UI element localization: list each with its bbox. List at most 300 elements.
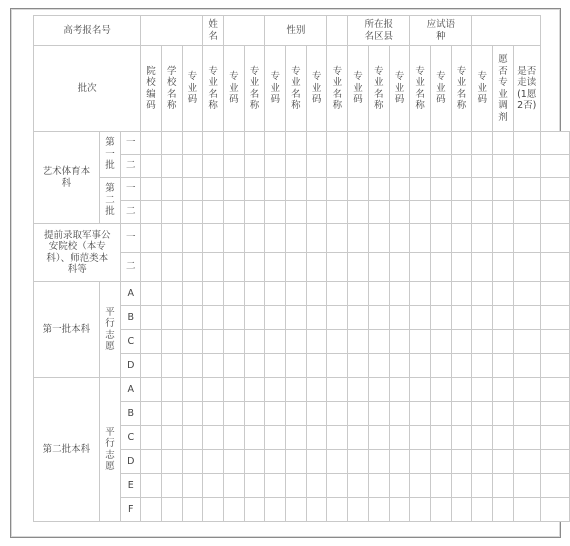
entry-cell[interactable] [244, 378, 265, 402]
entry-cell[interactable] [182, 282, 203, 306]
entry-cell[interactable] [472, 378, 493, 402]
entry-cell[interactable] [451, 474, 472, 498]
entry-cell[interactable] [431, 378, 452, 402]
entry-cell[interactable] [182, 155, 203, 178]
entry-cell[interactable] [203, 474, 224, 498]
entry-cell[interactable] [472, 354, 493, 378]
entry-cell[interactable] [389, 426, 410, 450]
entry-cell[interactable] [493, 474, 514, 498]
entry-cell[interactable] [265, 498, 286, 522]
entry-cell[interactable] [182, 474, 203, 498]
entry-cell[interactable] [431, 306, 452, 330]
entry-cell[interactable] [540, 132, 569, 155]
entry-cell[interactable] [389, 330, 410, 354]
entry-cell[interactable] [223, 282, 244, 306]
entry-cell[interactable] [472, 306, 493, 330]
entry-cell[interactable] [327, 426, 348, 450]
entry-cell[interactable] [244, 498, 265, 522]
exam-language-field[interactable] [472, 16, 540, 46]
entry-cell[interactable] [389, 498, 410, 522]
entry-cell[interactable] [161, 330, 182, 354]
entry-cell[interactable] [493, 498, 514, 522]
entry-cell[interactable] [286, 330, 307, 354]
entry-cell[interactable] [472, 498, 493, 522]
entry-cell[interactable] [451, 426, 472, 450]
entry-cell[interactable] [223, 450, 244, 474]
entry-cell[interactable] [223, 253, 244, 282]
entry-cell[interactable] [389, 378, 410, 402]
entry-cell[interactable] [306, 498, 327, 522]
entry-cell[interactable] [431, 178, 452, 201]
entry-cell[interactable] [368, 201, 389, 224]
entry-cell[interactable] [431, 426, 452, 450]
entry-cell[interactable] [306, 201, 327, 224]
entry-cell[interactable] [431, 224, 452, 253]
entry-cell[interactable] [182, 253, 203, 282]
entry-cell[interactable] [203, 306, 224, 330]
entry-cell[interactable] [472, 330, 493, 354]
entry-cell[interactable] [141, 132, 162, 155]
entry-cell[interactable] [286, 378, 307, 402]
entry-cell[interactable] [472, 132, 493, 155]
entry-cell[interactable] [286, 253, 307, 282]
entry-cell[interactable] [513, 402, 540, 426]
entry-cell[interactable] [265, 474, 286, 498]
entry-cell[interactable] [368, 282, 389, 306]
entry-cell[interactable] [431, 498, 452, 522]
entry-cell[interactable] [306, 378, 327, 402]
entry-cell[interactable] [265, 402, 286, 426]
entry-cell[interactable] [286, 224, 307, 253]
entry-cell[interactable] [348, 178, 369, 201]
entry-cell[interactable] [431, 474, 452, 498]
entry-cell[interactable] [223, 378, 244, 402]
entry-cell[interactable] [244, 282, 265, 306]
entry-cell[interactable] [223, 155, 244, 178]
entry-cell[interactable] [389, 450, 410, 474]
entry-cell[interactable] [389, 474, 410, 498]
entry-cell[interactable] [161, 474, 182, 498]
entry-cell[interactable] [223, 178, 244, 201]
entry-cell[interactable] [141, 306, 162, 330]
entry-cell[interactable] [451, 306, 472, 330]
entry-cell[interactable] [223, 132, 244, 155]
entry-cell[interactable] [348, 132, 369, 155]
entry-cell[interactable] [244, 132, 265, 155]
entry-cell[interactable] [410, 330, 431, 354]
entry-cell[interactable] [203, 450, 224, 474]
entry-cell[interactable] [182, 378, 203, 402]
entry-cell[interactable] [203, 253, 224, 282]
entry-cell[interactable] [451, 378, 472, 402]
entry-cell[interactable] [244, 450, 265, 474]
entry-cell[interactable] [431, 402, 452, 426]
entry-cell[interactable] [493, 253, 514, 282]
entry-cell[interactable] [410, 178, 431, 201]
entry-cell[interactable] [203, 402, 224, 426]
entry-cell[interactable] [203, 330, 224, 354]
entry-cell[interactable] [244, 178, 265, 201]
entry-cell[interactable] [513, 498, 540, 522]
entry-cell[interactable] [368, 426, 389, 450]
entry-cell[interactable] [327, 282, 348, 306]
entry-cell[interactable] [306, 402, 327, 426]
entry-cell[interactable] [223, 498, 244, 522]
entry-cell[interactable] [368, 378, 389, 402]
entry-cell[interactable] [348, 354, 369, 378]
entry-cell[interactable] [141, 178, 162, 201]
entry-cell[interactable] [493, 201, 514, 224]
entry-cell[interactable] [141, 155, 162, 178]
entry-cell[interactable] [540, 450, 569, 474]
entry-cell[interactable] [161, 178, 182, 201]
entry-cell[interactable] [368, 224, 389, 253]
entry-cell[interactable] [223, 474, 244, 498]
entry-cell[interactable] [389, 224, 410, 253]
entry-cell[interactable] [141, 474, 162, 498]
entry-cell[interactable] [540, 178, 569, 201]
entry-cell[interactable] [286, 306, 307, 330]
entry-cell[interactable] [141, 224, 162, 253]
entry-cell[interactable] [431, 132, 452, 155]
entry-cell[interactable] [513, 378, 540, 402]
entry-cell[interactable] [410, 426, 431, 450]
entry-cell[interactable] [368, 253, 389, 282]
entry-cell[interactable] [493, 178, 514, 201]
entry-cell[interactable] [265, 354, 286, 378]
entry-cell[interactable] [540, 306, 569, 330]
exam-number-field[interactable] [141, 16, 203, 46]
entry-cell[interactable] [348, 306, 369, 330]
entry-cell[interactable] [182, 306, 203, 330]
entry-cell[interactable] [223, 354, 244, 378]
entry-cell[interactable] [451, 282, 472, 306]
entry-cell[interactable] [161, 498, 182, 522]
entry-cell[interactable] [493, 306, 514, 330]
entry-cell[interactable] [141, 426, 162, 450]
entry-cell[interactable] [513, 306, 540, 330]
entry-cell[interactable] [513, 426, 540, 450]
entry-cell[interactable] [306, 155, 327, 178]
entry-cell[interactable] [286, 354, 307, 378]
entry-cell[interactable] [348, 450, 369, 474]
entry-cell[interactable] [451, 253, 472, 282]
entry-cell[interactable] [265, 155, 286, 178]
entry-cell[interactable] [368, 402, 389, 426]
entry-cell[interactable] [141, 253, 162, 282]
entry-cell[interactable] [203, 224, 224, 253]
entry-cell[interactable] [389, 402, 410, 426]
entry-cell[interactable] [513, 330, 540, 354]
entry-cell[interactable] [244, 426, 265, 450]
entry-cell[interactable] [368, 155, 389, 178]
entry-cell[interactable] [286, 282, 307, 306]
entry-cell[interactable] [265, 450, 286, 474]
entry-cell[interactable] [348, 224, 369, 253]
entry-cell[interactable] [265, 426, 286, 450]
entry-cell[interactable] [327, 402, 348, 426]
entry-cell[interactable] [472, 474, 493, 498]
entry-cell[interactable] [265, 253, 286, 282]
entry-cell[interactable] [306, 132, 327, 155]
entry-cell[interactable] [182, 224, 203, 253]
entry-cell[interactable] [327, 474, 348, 498]
entry-cell[interactable] [161, 224, 182, 253]
entry-cell[interactable] [389, 201, 410, 224]
entry-cell[interactable] [244, 474, 265, 498]
entry-cell[interactable] [348, 253, 369, 282]
entry-cell[interactable] [141, 402, 162, 426]
entry-cell[interactable] [493, 402, 514, 426]
entry-cell[interactable] [327, 224, 348, 253]
entry-cell[interactable] [368, 132, 389, 155]
entry-cell[interactable] [161, 378, 182, 402]
entry-cell[interactable] [348, 378, 369, 402]
entry-cell[interactable] [244, 224, 265, 253]
entry-cell[interactable] [389, 306, 410, 330]
entry-cell[interactable] [493, 354, 514, 378]
entry-cell[interactable] [306, 354, 327, 378]
entry-cell[interactable] [368, 474, 389, 498]
entry-cell[interactable] [223, 201, 244, 224]
entry-cell[interactable] [348, 201, 369, 224]
entry-cell[interactable] [223, 330, 244, 354]
entry-cell[interactable] [431, 450, 452, 474]
entry-cell[interactable] [431, 155, 452, 178]
entry-cell[interactable] [410, 253, 431, 282]
entry-cell[interactable] [368, 498, 389, 522]
entry-cell[interactable] [265, 201, 286, 224]
entry-cell[interactable] [141, 498, 162, 522]
entry-cell[interactable] [327, 178, 348, 201]
entry-cell[interactable] [431, 282, 452, 306]
entry-cell[interactable] [540, 155, 569, 178]
entry-cell[interactable] [472, 224, 493, 253]
entry-cell[interactable] [368, 178, 389, 201]
entry-cell[interactable] [472, 282, 493, 306]
entry-cell[interactable] [327, 498, 348, 522]
entry-cell[interactable] [244, 354, 265, 378]
entry-cell[interactable] [286, 201, 307, 224]
entry-cell[interactable] [513, 450, 540, 474]
entry-cell[interactable] [368, 354, 389, 378]
entry-cell[interactable] [161, 253, 182, 282]
entry-cell[interactable] [348, 474, 369, 498]
entry-cell[interactable] [286, 474, 307, 498]
entry-cell[interactable] [327, 306, 348, 330]
entry-cell[interactable] [513, 282, 540, 306]
entry-cell[interactable] [141, 282, 162, 306]
entry-cell[interactable] [348, 155, 369, 178]
entry-cell[interactable] [493, 132, 514, 155]
entry-cell[interactable] [244, 306, 265, 330]
entry-cell[interactable] [389, 282, 410, 306]
entry-cell[interactable] [540, 224, 569, 253]
entry-cell[interactable] [410, 155, 431, 178]
entry-cell[interactable] [451, 155, 472, 178]
entry-cell[interactable] [513, 354, 540, 378]
entry-cell[interactable] [410, 224, 431, 253]
entry-cell[interactable] [161, 426, 182, 450]
entry-cell[interactable] [286, 426, 307, 450]
entry-cell[interactable] [410, 132, 431, 155]
entry-cell[interactable] [451, 178, 472, 201]
entry-cell[interactable] [410, 354, 431, 378]
entry-cell[interactable] [286, 402, 307, 426]
entry-cell[interactable] [306, 253, 327, 282]
entry-cell[interactable] [244, 253, 265, 282]
entry-cell[interactable] [182, 450, 203, 474]
entry-cell[interactable] [265, 378, 286, 402]
entry-cell[interactable] [513, 224, 540, 253]
entry-cell[interactable] [348, 402, 369, 426]
entry-cell[interactable] [306, 450, 327, 474]
entry-cell[interactable] [410, 498, 431, 522]
entry-cell[interactable] [223, 402, 244, 426]
entry-cell[interactable] [182, 402, 203, 426]
entry-cell[interactable] [161, 132, 182, 155]
entry-cell[interactable] [306, 474, 327, 498]
entry-cell[interactable] [203, 178, 224, 201]
entry-cell[interactable] [161, 155, 182, 178]
entry-cell[interactable] [493, 224, 514, 253]
entry-cell[interactable] [286, 132, 307, 155]
entry-cell[interactable] [203, 132, 224, 155]
entry-cell[interactable] [182, 426, 203, 450]
entry-cell[interactable] [540, 426, 569, 450]
entry-cell[interactable] [286, 498, 307, 522]
entry-cell[interactable] [472, 402, 493, 426]
entry-cell[interactable] [540, 253, 569, 282]
entry-cell[interactable] [368, 306, 389, 330]
entry-cell[interactable] [306, 426, 327, 450]
name-field[interactable] [223, 16, 264, 46]
entry-cell[interactable] [451, 354, 472, 378]
entry-cell[interactable] [451, 224, 472, 253]
entry-cell[interactable] [182, 330, 203, 354]
entry-cell[interactable] [306, 178, 327, 201]
entry-cell[interactable] [451, 201, 472, 224]
entry-cell[interactable] [348, 282, 369, 306]
entry-cell[interactable] [182, 354, 203, 378]
entry-cell[interactable] [472, 450, 493, 474]
entry-cell[interactable] [286, 155, 307, 178]
entry-cell[interactable] [327, 201, 348, 224]
entry-cell[interactable] [348, 498, 369, 522]
entry-cell[interactable] [203, 498, 224, 522]
entry-cell[interactable] [493, 155, 514, 178]
entry-cell[interactable] [472, 201, 493, 224]
entry-cell[interactable] [161, 402, 182, 426]
entry-cell[interactable] [265, 132, 286, 155]
entry-cell[interactable] [265, 224, 286, 253]
entry-cell[interactable] [431, 253, 452, 282]
entry-cell[interactable] [327, 378, 348, 402]
entry-cell[interactable] [286, 178, 307, 201]
entry-cell[interactable] [451, 330, 472, 354]
entry-cell[interactable] [540, 282, 569, 306]
entry-cell[interactable] [431, 354, 452, 378]
entry-cell[interactable] [451, 402, 472, 426]
entry-cell[interactable] [182, 132, 203, 155]
entry-cell[interactable] [265, 178, 286, 201]
entry-cell[interactable] [451, 450, 472, 474]
entry-cell[interactable] [410, 201, 431, 224]
entry-cell[interactable] [223, 426, 244, 450]
entry-cell[interactable] [513, 155, 540, 178]
entry-cell[interactable] [203, 354, 224, 378]
entry-cell[interactable] [431, 201, 452, 224]
entry-cell[interactable] [244, 155, 265, 178]
entry-cell[interactable] [141, 330, 162, 354]
entry-cell[interactable] [493, 426, 514, 450]
entry-cell[interactable] [513, 132, 540, 155]
entry-cell[interactable] [410, 474, 431, 498]
entry-cell[interactable] [493, 378, 514, 402]
entry-cell[interactable] [540, 354, 569, 378]
entry-cell[interactable] [368, 450, 389, 474]
entry-cell[interactable] [472, 155, 493, 178]
entry-cell[interactable] [348, 330, 369, 354]
entry-cell[interactable] [327, 450, 348, 474]
entry-cell[interactable] [182, 178, 203, 201]
entry-cell[interactable] [410, 378, 431, 402]
entry-cell[interactable] [182, 201, 203, 224]
entry-cell[interactable] [540, 378, 569, 402]
entry-cell[interactable] [223, 224, 244, 253]
entry-cell[interactable] [161, 450, 182, 474]
entry-cell[interactable] [203, 282, 224, 306]
entry-cell[interactable] [472, 253, 493, 282]
entry-cell[interactable] [244, 201, 265, 224]
entry-cell[interactable] [513, 474, 540, 498]
entry-cell[interactable] [513, 178, 540, 201]
entry-cell[interactable] [513, 253, 540, 282]
entry-cell[interactable] [306, 282, 327, 306]
entry-cell[interactable] [161, 354, 182, 378]
entry-cell[interactable] [141, 354, 162, 378]
entry-cell[interactable] [244, 330, 265, 354]
entry-cell[interactable] [451, 498, 472, 522]
entry-cell[interactable] [141, 378, 162, 402]
entry-cell[interactable] [306, 306, 327, 330]
entry-cell[interactable] [265, 330, 286, 354]
entry-cell[interactable] [410, 402, 431, 426]
entry-cell[interactable] [161, 201, 182, 224]
entry-cell[interactable] [540, 498, 569, 522]
entry-cell[interactable] [141, 450, 162, 474]
entry-cell[interactable] [286, 450, 307, 474]
entry-cell[interactable] [410, 306, 431, 330]
entry-cell[interactable] [493, 282, 514, 306]
entry-cell[interactable] [327, 155, 348, 178]
entry-cell[interactable] [327, 132, 348, 155]
entry-cell[interactable] [410, 282, 431, 306]
entry-cell[interactable] [265, 282, 286, 306]
entry-cell[interactable] [540, 402, 569, 426]
entry-cell[interactable] [161, 282, 182, 306]
entry-cell[interactable] [265, 306, 286, 330]
entry-cell[interactable] [493, 330, 514, 354]
entry-cell[interactable] [472, 178, 493, 201]
entry-cell[interactable] [431, 330, 452, 354]
entry-cell[interactable] [306, 330, 327, 354]
entry-cell[interactable] [389, 155, 410, 178]
entry-cell[interactable] [389, 354, 410, 378]
entry-cell[interactable] [493, 450, 514, 474]
entry-cell[interactable] [348, 426, 369, 450]
entry-cell[interactable] [472, 426, 493, 450]
